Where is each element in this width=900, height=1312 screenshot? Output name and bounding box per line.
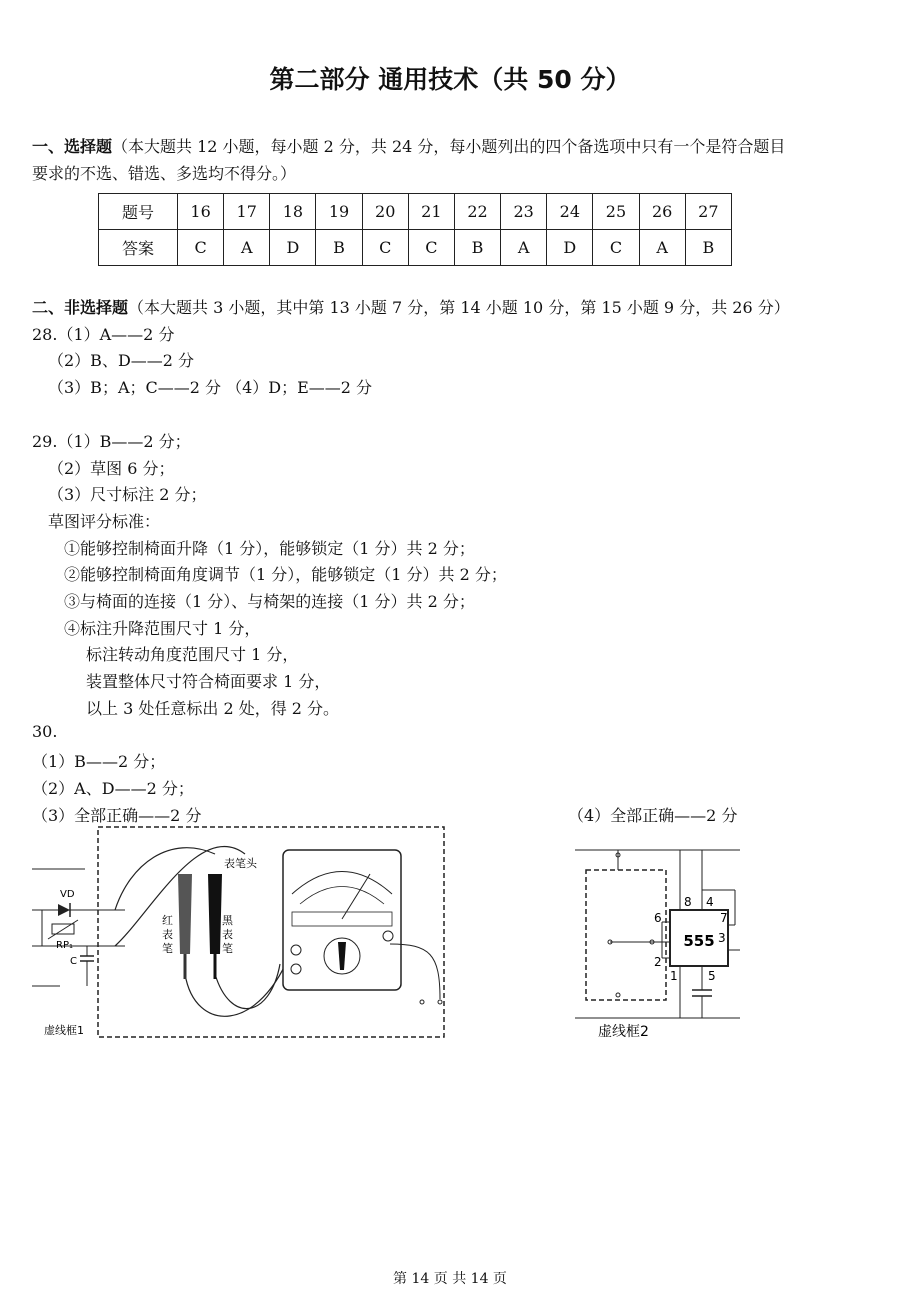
c-label: C xyxy=(70,956,77,967)
pin-1: 1 xyxy=(670,969,678,983)
black-probe-char1: 黑 xyxy=(222,914,233,927)
section2-desc: （本大题共 3 小题，其中第 13 小题 7 分，第 14 小题 10 分，第 15 小题 9 分，共 26 分） xyxy=(128,298,790,317)
vd-label: VD xyxy=(60,889,75,900)
table-cell: B xyxy=(454,230,500,266)
table-cell: C xyxy=(408,230,454,266)
section2-line xyxy=(32,295,790,318)
chip-label: 555 xyxy=(683,932,715,950)
table-cell: B xyxy=(685,230,731,266)
table-cell: 20 xyxy=(362,194,408,230)
black-probe-char2: 表 xyxy=(222,928,233,941)
table-cell: 26 xyxy=(639,194,685,230)
rp-label: RP₁ xyxy=(56,940,73,951)
q30-line3: （3）全部正确——2 分 xyxy=(32,806,202,825)
table-cell: 16 xyxy=(178,194,224,230)
q28-line2: （2）B、D——2 分 xyxy=(48,351,195,370)
table-cell: D xyxy=(270,230,316,266)
table-cell: A xyxy=(501,230,547,266)
table-cell: 17 xyxy=(224,194,270,230)
page-footer: 第 14 页 共 14 页 xyxy=(393,1271,507,1287)
box1-label: 虚线框1 xyxy=(44,1024,84,1037)
q29-line9: 标注转动角度范围尺寸 1 分， xyxy=(86,645,299,664)
q29-line7: ③与椅面的连接（1 分）、与椅架的连接（1 分）共 2 分； xyxy=(64,592,475,611)
table-cell: C xyxy=(362,230,408,266)
pin-2: 2 xyxy=(654,955,662,969)
q30-line2: （2）A、D——2 分； xyxy=(32,779,194,798)
q30-line1: （1）B——2 分； xyxy=(32,752,166,771)
red-probe-char3: 笔 xyxy=(162,942,173,955)
q28-line3: （3）B；A；C——2 分 （4）D；E——2 分 xyxy=(48,378,373,397)
section1-line1 xyxy=(32,134,785,157)
table-row-answers xyxy=(99,230,732,266)
red-probe-char1: 红 xyxy=(162,914,173,927)
table-row-numbers xyxy=(99,194,732,230)
capacitor-icon xyxy=(80,946,94,986)
red-probe-icon xyxy=(178,874,192,979)
q29-line4: 草图评分标准： xyxy=(48,512,161,531)
potentiometer-icon xyxy=(48,920,78,939)
pin-4: 4 xyxy=(706,895,714,909)
table-cell: A xyxy=(224,230,270,266)
answer-table xyxy=(98,193,732,266)
black-probe-char3: 笔 xyxy=(222,942,233,955)
circuit-figure-2 xyxy=(570,830,750,1045)
table-cell: 23 xyxy=(501,194,547,230)
pin-5: 5 xyxy=(708,969,716,983)
q30-number: 30. xyxy=(32,722,58,741)
table-cell: C xyxy=(178,230,224,266)
table-cell: 19 xyxy=(316,194,362,230)
q29-line6: ②能够控制椅面角度调节（1 分），能够锁定（1 分）共 2 分； xyxy=(64,565,507,584)
table-cell: B xyxy=(316,230,362,266)
table-header-answer: 答案 xyxy=(99,230,178,266)
q29-line11: 以上 3 处任意标出 2 处，得 2 分。 xyxy=(86,699,340,718)
table-header-number: 题号 xyxy=(99,194,178,230)
table-cell: D xyxy=(547,230,593,266)
table-cell: 22 xyxy=(454,194,500,230)
dashed-box-2 xyxy=(586,870,666,1000)
section1-desc2: 要求的不选、错选、多选均不得分。） xyxy=(32,164,297,183)
q29-line8: ④标注升降范围尺寸 1 分， xyxy=(64,619,261,638)
q29-line5: ①能够控制椅面升降（1 分），能够锁定（1 分）共 2 分； xyxy=(64,539,475,558)
table-cell: C xyxy=(593,230,639,266)
q29-line1: 29.（1）B——2 分； xyxy=(32,432,191,451)
red-probe-char2: 表 xyxy=(162,928,173,941)
table-cell: 25 xyxy=(593,194,639,230)
section2-heading: 二、非选择题 xyxy=(32,298,129,317)
table-cell: A xyxy=(639,230,685,266)
q29-line3: （3）尺寸标注 2 分； xyxy=(48,485,207,504)
table-cell: 18 xyxy=(270,194,316,230)
q29-line2: （2）草图 6 分； xyxy=(48,459,175,478)
black-probe-icon xyxy=(208,874,222,979)
circuit-figure-1 xyxy=(30,824,450,1044)
multimeter-icon xyxy=(283,850,401,990)
pin-8: 8 xyxy=(684,895,692,909)
box2-label: 虚线框2 xyxy=(598,1024,649,1040)
section1-heading: 一、选择题 xyxy=(32,137,113,156)
section1-desc1: （本大题共 12 小题，每小题 2 分，共 24 分，每小题列出的四个备选项中只有一个是符合题目 xyxy=(112,137,786,156)
page-title: 第二部分 通用技术（共 50 分） xyxy=(269,65,631,94)
q29-line10: 装置整体尺寸符合椅面要求 1 分， xyxy=(86,672,331,691)
pin-7: 7 xyxy=(720,911,728,925)
q28-line1: 28.（1）A——2 分 xyxy=(32,325,175,344)
q30-line4: （4）全部正确——2 分 xyxy=(568,806,738,825)
pin-3: 3 xyxy=(718,931,726,945)
pin-6: 6 xyxy=(654,911,662,925)
table-cell: 27 xyxy=(685,194,731,230)
probe-head-label: 表笔头 xyxy=(224,857,257,870)
table-cell: 21 xyxy=(408,194,454,230)
table-cell: 24 xyxy=(547,194,593,230)
